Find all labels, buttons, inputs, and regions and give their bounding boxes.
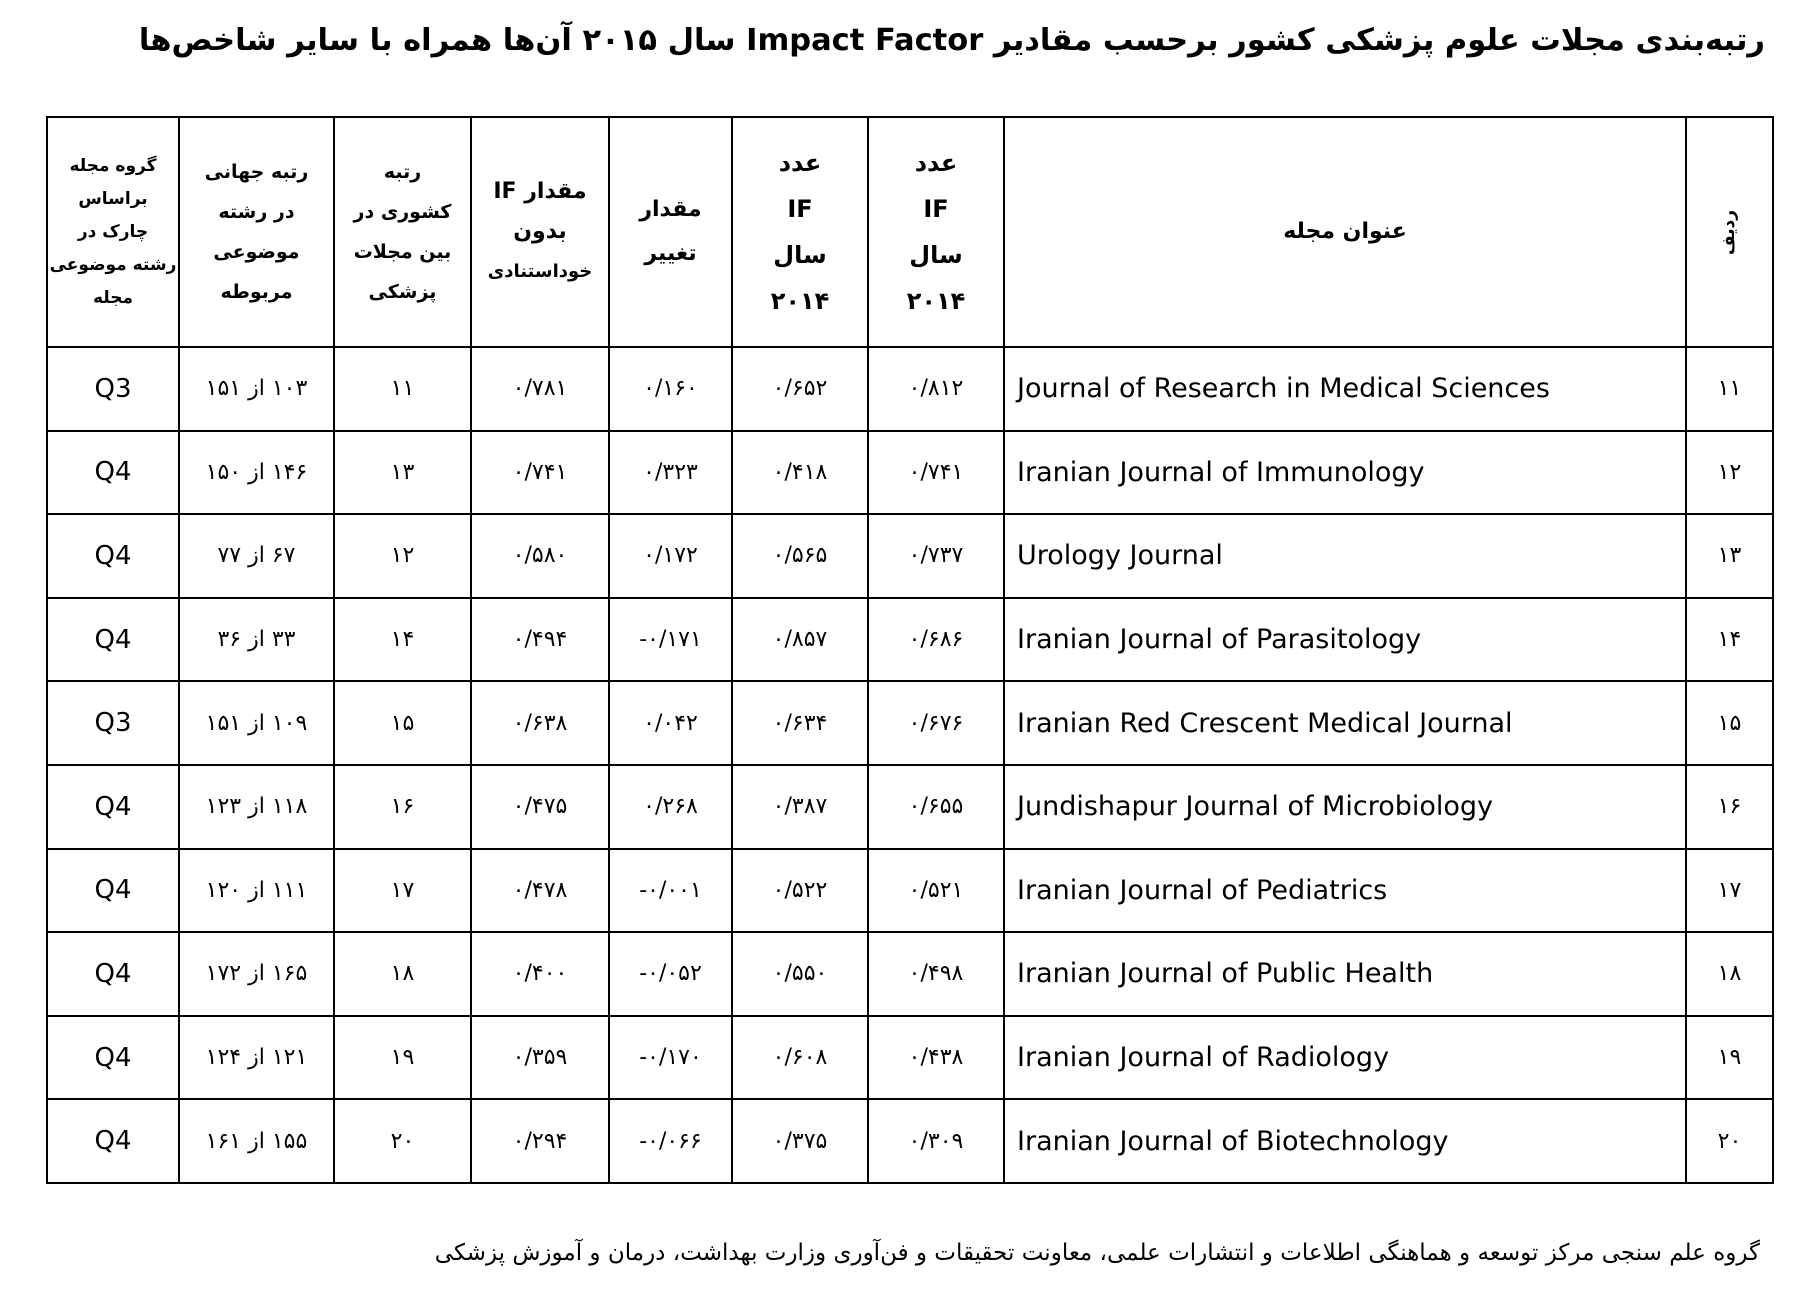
cell-world-rank: ۱۲۱ از ۱۲۴ (179, 1016, 334, 1100)
cell-if-a: ۰/۴۳۸ (868, 1016, 1004, 1100)
cell-row-number: ۱۵ (1686, 681, 1773, 765)
page-title: رتبه‌بندی مجلات علوم پزشکی کشور برحسب مقادیر Impact Factor سال ۲۰۱۵ آن‌ها همراه با سایر شاخص‌ها (138, 23, 1765, 58)
cell-if-noself: ۰/۷۴۱ (471, 431, 609, 515)
cell-national-rank: ۱۸ (334, 932, 471, 1016)
cell-if-a: ۰/۶۷۶ (868, 681, 1004, 765)
cell-national-rank: ۱۴ (334, 598, 471, 682)
header-if-a-line2: IF (923, 195, 949, 223)
cell-if-b: ۰/۶۵۲ (732, 347, 868, 431)
cell-national-rank: ۱۱ (334, 347, 471, 431)
cell-if-a: ۰/۵۲۱ (868, 849, 1004, 933)
cell-if-b: ۰/۴۱۸ (732, 431, 868, 515)
cell-if-b: ۰/۳۸۷ (732, 765, 868, 849)
header-world-rank-line4: مربوطه (220, 281, 293, 303)
header-if-a-line1: عدد (914, 149, 958, 177)
cell-change: -۰/۰۶۶ (609, 1099, 732, 1183)
header-row (47, 117, 1773, 347)
table-row (47, 347, 1773, 431)
cell-national-rank: ۱۲ (334, 514, 471, 598)
cell-if-noself: ۰/۴۷۵ (471, 765, 609, 849)
cell-if-a: ۰/۶۸۶ (868, 598, 1004, 682)
header-if-a (868, 117, 1004, 347)
cell-national-rank: ۱۹ (334, 1016, 471, 1100)
cell-journal-title: Iranian Journal of Public Health (1004, 932, 1686, 1016)
cell-world-rank: ۱۰۳ از ۱۵۱ (179, 347, 334, 431)
journal-ranking-table (46, 116, 1774, 1184)
header-if-noself-line3: خوداستنادی (487, 261, 593, 282)
cell-row-number: ۱۱ (1686, 347, 1773, 431)
cell-journal-title: Urology Journal (1004, 514, 1686, 598)
cell-if-b: ۰/۶۳۴ (732, 681, 868, 765)
cell-quartile: Q4 (47, 765, 179, 849)
cell-world-rank: ۱۱۸ از ۱۲۳ (179, 765, 334, 849)
cell-quartile: Q4 (47, 1016, 179, 1100)
cell-change: -۰/۱۷۱ (609, 598, 732, 682)
cell-if-noself: ۰/۵۸۰ (471, 514, 609, 598)
table-body (47, 347, 1773, 1183)
table-row (47, 1099, 1773, 1183)
cell-journal-title: Iranian Journal of Immunology (1004, 431, 1686, 515)
cell-quartile: Q4 (47, 514, 179, 598)
cell-change: ۰/۰۴۲ (609, 681, 732, 765)
cell-journal-title: Iranian Red Crescent Medical Journal (1004, 681, 1686, 765)
header-if-noself-line2: بدون (513, 219, 567, 244)
cell-journal-title: Jundishapur Journal of Microbiology (1004, 765, 1686, 849)
cell-if-b: ۰/۶۰۸ (732, 1016, 868, 1100)
cell-world-rank: ۱۶۵ از ۱۷۲ (179, 932, 334, 1016)
cell-row-number: ۱۸ (1686, 932, 1773, 1016)
header-if-b-line2: IF (787, 195, 813, 223)
cell-national-rank: ۱۵ (334, 681, 471, 765)
cell-row-number: ۱۹ (1686, 1016, 1773, 1100)
cell-if-b: ۰/۳۷۵ (732, 1099, 868, 1183)
header-if-b-line4: ۲۰۱۴ (770, 287, 830, 315)
cell-world-rank: ۳۳ از ۳۶ (179, 598, 334, 682)
header-national-rank-line3: بین مجلات (353, 241, 452, 263)
cell-if-noself: ۰/۷۸۱ (471, 347, 609, 431)
cell-if-noself: ۰/۲۹۴ (471, 1099, 609, 1183)
header-national-rank (334, 117, 471, 347)
cell-if-noself: ۰/۳۵۹ (471, 1016, 609, 1100)
cell-if-b: ۰/۵۶۵ (732, 514, 868, 598)
cell-quartile: Q4 (47, 598, 179, 682)
table-row (47, 431, 1773, 515)
cell-quartile: Q4 (47, 431, 179, 515)
cell-if-b: ۰/۵۵۰ (732, 932, 868, 1016)
header-if-noself-line1: مقدار IF (493, 179, 587, 204)
cell-world-rank: ۱۱۱ از ۱۲۰ (179, 849, 334, 933)
header-if-noself (471, 117, 609, 347)
cell-journal-title: Iranian Journal of Radiology (1004, 1016, 1686, 1100)
cell-change: -۰/۰۵۲ (609, 932, 732, 1016)
cell-quartile: Q4 (47, 849, 179, 933)
cell-if-noself: ۰/۴۰۰ (471, 932, 609, 1016)
table-row (47, 1016, 1773, 1100)
cell-journal-title: Iranian Journal of Pediatrics (1004, 849, 1686, 933)
cell-if-a: ۰/۳۰۹ (868, 1099, 1004, 1183)
header-if-a-line3: سال (909, 241, 963, 269)
table-row (47, 598, 1773, 682)
cell-if-a: ۰/۶۵۵ (868, 765, 1004, 849)
header-if-b (732, 117, 868, 347)
cell-if-b: ۰/۵۲۲ (732, 849, 868, 933)
cell-national-rank: ۱۶ (334, 765, 471, 849)
cell-quartile: Q3 (47, 681, 179, 765)
cell-row-number: ۱۶ (1686, 765, 1773, 849)
cell-if-noself: ۰/۴۹۴ (471, 598, 609, 682)
header-quartile (47, 117, 179, 347)
header-national-rank-line1: رتبه (383, 161, 422, 183)
cell-if-a: ۰/۷۴۱ (868, 431, 1004, 515)
cell-national-rank: ۲۰ (334, 1099, 471, 1183)
cell-quartile: Q4 (47, 932, 179, 1016)
cell-if-a: ۰/۷۳۷ (868, 514, 1004, 598)
footer-credit: گروه علم سنجی مرکز توسعه و هماهنگی اطلاعات و انتشارات علمی، معاونت تحقیقات و فن‌آوری وزارت بهداشت، درمان و آموزش پزشکی (434, 1240, 1760, 1266)
header-world-rank (179, 117, 334, 347)
header-world-rank-line1: رتبه جهانی (204, 161, 309, 183)
cell-if-a: ۰/۴۹۸ (868, 932, 1004, 1016)
header-quartile-line4: رشته موضوعی (49, 254, 177, 275)
cell-change: -۰/۰۰۱ (609, 849, 732, 933)
header-change-line1: مقدار (639, 197, 702, 222)
header-if-b-line3: سال (773, 241, 827, 269)
cell-row-number: ۱۴ (1686, 598, 1773, 682)
header-change-line2: تغییر (644, 241, 697, 266)
header-national-rank-line2: کشوری در (353, 201, 452, 223)
cell-row-number: ۱۳ (1686, 514, 1773, 598)
table-row (47, 681, 1773, 765)
cell-row-number: ۱۷ (1686, 849, 1773, 933)
header-row-number (1686, 117, 1773, 347)
table-row (47, 514, 1773, 598)
header-quartile-line5: مجله (92, 287, 134, 308)
cell-journal-title: Iranian Journal of Parasitology (1004, 598, 1686, 682)
cell-national-rank: ۱۳ (334, 431, 471, 515)
cell-change: ۰/۳۲۳ (609, 431, 732, 515)
header-quartile-line1: گروه مجله (69, 155, 157, 176)
cell-if-b: ۰/۸۵۷ (732, 598, 868, 682)
header-change (609, 117, 732, 347)
cell-if-noself: ۰/۴۷۸ (471, 849, 609, 933)
cell-world-rank: ۱۰۹ از ۱۵۱ (179, 681, 334, 765)
cell-if-a: ۰/۸۱۲ (868, 347, 1004, 431)
table-row (47, 932, 1773, 1016)
cell-quartile: Q4 (47, 1099, 179, 1183)
cell-national-rank: ۱۷ (334, 849, 471, 933)
cell-change: ۰/۱۷۲ (609, 514, 732, 598)
cell-if-noself: ۰/۶۳۸ (471, 681, 609, 765)
cell-change: ۰/۲۶۸ (609, 765, 732, 849)
header-quartile-line3: چارک در (77, 221, 149, 242)
cell-quartile: Q3 (47, 347, 179, 431)
header-if-b-line1: عدد (778, 149, 822, 177)
header-world-rank-line2: در رشته (218, 201, 295, 223)
cell-change: -۰/۱۷۰ (609, 1016, 732, 1100)
cell-world-rank: ۱۵۵ از ۱۶۱ (179, 1099, 334, 1183)
header-world-rank-line3: موضوعی (213, 241, 300, 263)
header-quartile-line2: براساس (78, 188, 148, 209)
header-row-number-label: ردیف (1718, 209, 1739, 255)
cell-row-number: ۱۲ (1686, 431, 1773, 515)
cell-journal-title: Iranian Journal of Biotechnology (1004, 1099, 1686, 1183)
table-row (47, 765, 1773, 849)
header-journal-title: عنوان مجله (1004, 117, 1686, 347)
header-national-rank-line4: پزشکی (368, 281, 437, 303)
cell-world-rank: ۱۴۶ از ۱۵۰ (179, 431, 334, 515)
cell-row-number: ۲۰ (1686, 1099, 1773, 1183)
cell-world-rank: ۶۷ از ۷۷ (179, 514, 334, 598)
cell-journal-title: Journal of Research in Medical Sciences (1004, 347, 1686, 431)
header-if-a-line4: ۲۰۱۴ (906, 287, 966, 315)
cell-change: ۰/۱۶۰ (609, 347, 732, 431)
table-row (47, 849, 1773, 933)
